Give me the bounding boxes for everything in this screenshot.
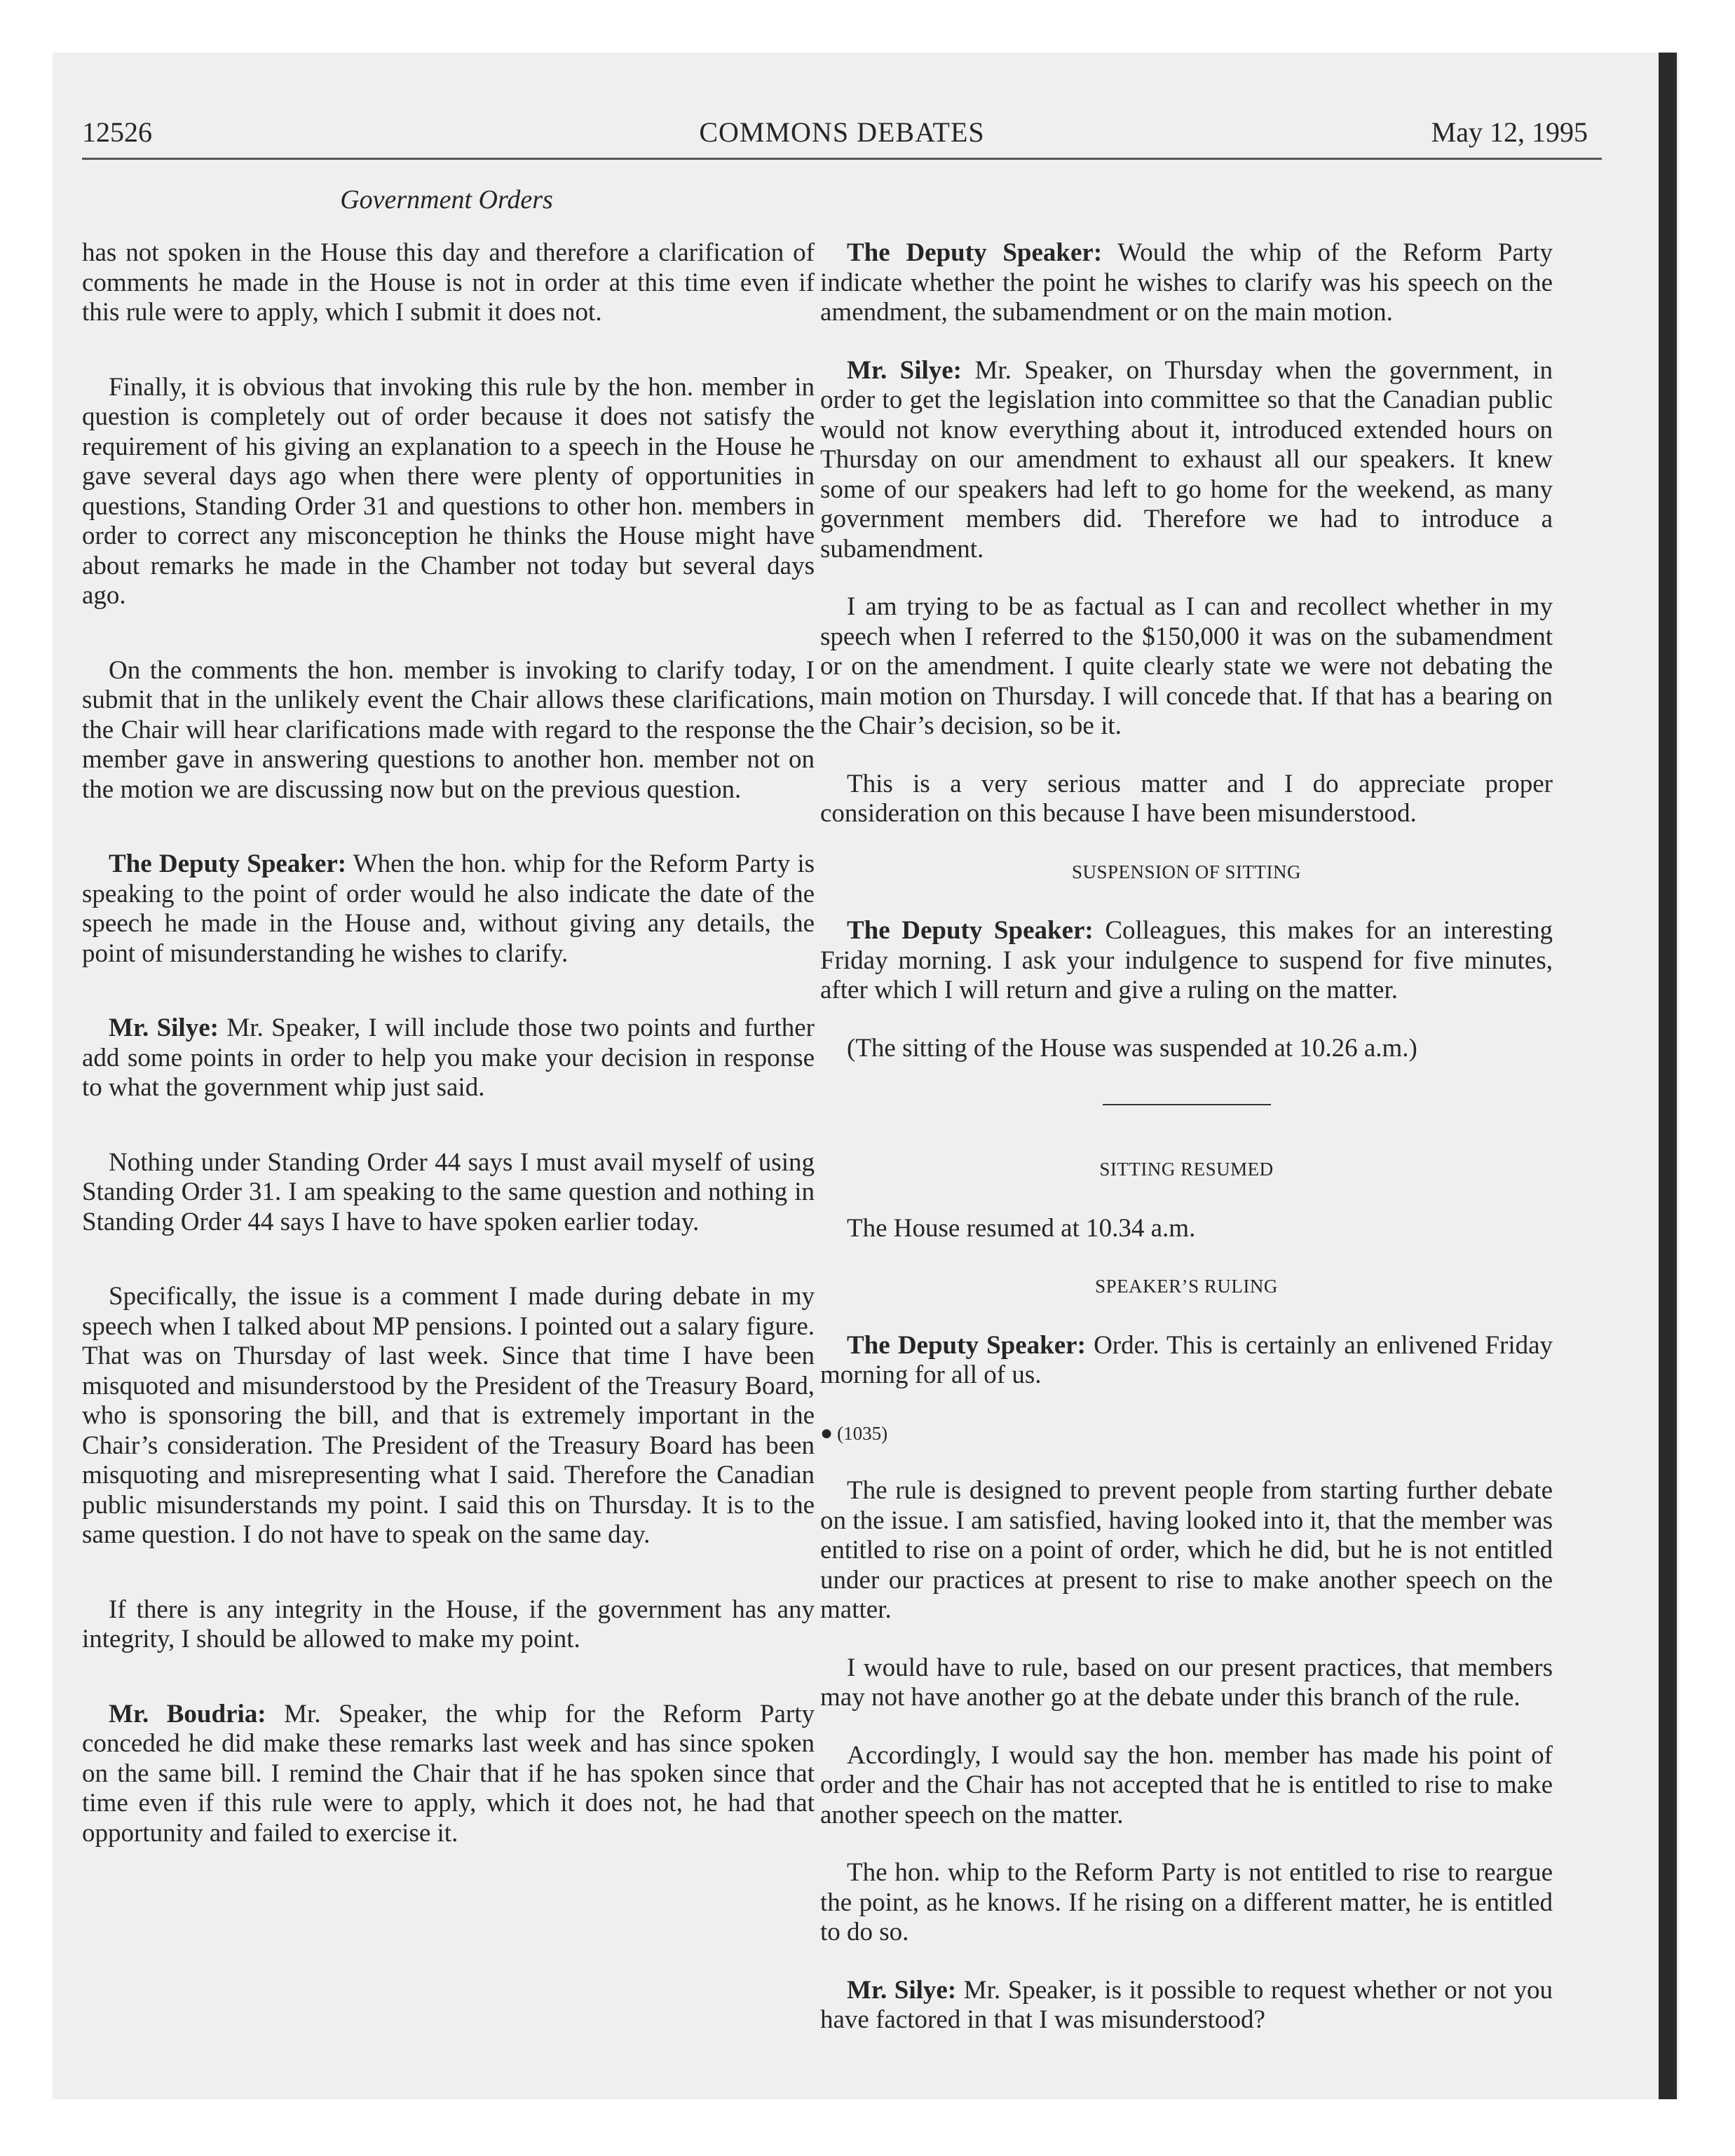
speaker-name: Mr. Silye:	[847, 355, 962, 385]
timestamp: ● (1035)	[820, 1421, 888, 1445]
paragraph: Accordingly, I would say the hon. member has made his point of order and the Chair has not accepted that he is entitled to rise to make another speech on the matter.	[820, 1740, 1553, 1829]
paragraph: On the comments the hon. member is invoking to clarify today, I submit that in the unlikely event the Chair allows these clarifications, the Chair will hear clarifications made with regard to the response the member gave in answering questions to another hon. member not on the motion we are discussing now but on the previous question.	[82, 655, 815, 804]
heading-sitting-resumed: SITTING RESUMED	[1099, 1159, 1274, 1180]
paragraph: The Deputy Speaker: Order. This is certainly an enlivened Friday morning for all of us.	[820, 1330, 1553, 1389]
scan-edge-bar	[1659, 53, 1677, 2099]
paragraph: I am trying to be as factual as I can and recollect whether in my speech when I referred to the $150,000 it was on the subamendment or on the amendment. I quite clearly state we were not debating the main motion on Thursday. I will concede that. If that has a bearing on the Chair’s decision, so be it.	[820, 592, 1553, 740]
speaker-name: The Deputy Speaker:	[847, 916, 1094, 945]
right-column	[820, 238, 1553, 2063]
speaker-name: The Deputy Speaker:	[109, 850, 347, 878]
publication-date: May 12, 1995	[1431, 116, 1588, 148]
heading-suspension-of-sitting: SUSPENSION OF SITTING	[1071, 861, 1302, 882]
paragraph: I would have to rule, based on our present practices, that members may not have another go at the debate under this branch of the rule.	[820, 1653, 1553, 1712]
heading-speakers-ruling: SPEAKER’S RULING	[1095, 1276, 1278, 1297]
paragraph: The Deputy Speaker: Would the whip of the Reform Party indicate whether the point he wishes to clarify was his speech on the amendment, the subamendment or on the main motion.	[820, 238, 1553, 327]
section-title: Government Orders	[340, 185, 553, 214]
paragraph: (The sitting of the House was suspended at 10.26 a.m.)	[847, 1033, 1417, 1063]
paragraph: The hon. whip to the Reform Party is not entitled to rise to reargue the point, as he knows. If he rising on a different matter, he is entitled to do so.	[820, 1858, 1553, 1946]
left-column	[82, 238, 815, 1893]
paragraph: The House resumed at 10.34 a.m.	[847, 1213, 1196, 1243]
section-divider	[1103, 1104, 1271, 1105]
paragraph: The rule is designed to prevent people from starting further debate on the issue. I am satisfied, having looked into it, that the member was entitled to rise on a point of order, which he did, but he is not entitled under our practices at present to rise to make another speech on the matter.	[820, 1476, 1553, 1624]
paragraph: Nothing under Standing Order 44 says I must avail myself of using Standing Order 31. I am speaking to the same question and nothing in Standing Order 44 says I have to have spoken earlier today.	[82, 1147, 815, 1236]
page-header	[82, 116, 1602, 160]
speaker-name: Mr. Silye:	[109, 1014, 219, 1042]
paragraph: The Deputy Speaker: Colleagues, this makes for an interesting Friday morning. I ask your indulgence to suspend for five minutes, after which I will return and give a ruling on the matter.	[820, 916, 1553, 1004]
speaker-name: The Deputy Speaker:	[847, 1330, 1086, 1360]
paragraph: If there is any integrity in the House, if the government has any integrity, I should be allowed to make my point.	[82, 1595, 815, 1653]
paragraph: This is a very serious matter and I do appreciate proper consideration on this because I have been misunderstood.	[820, 769, 1553, 828]
paragraph: has not spoken in the House this day and therefore a clarification of comments he made in the House is not in order at this time even if this rule were to apply, which I submit it does not.	[82, 238, 815, 327]
paragraph: Mr. Silye: Mr. Speaker, I will include those two points and further add some points in order to help you make your decision in response to what the government whip just said.	[82, 1014, 815, 1102]
bullet-icon: ●	[820, 1421, 834, 1445]
page-number: 12526	[82, 116, 152, 148]
paragraph: The Deputy Speaker: When the hon. whip for the Reform Party is speaking to the point of order would he also indicate the date of the speech he made in the House and, without giving any details, the point of misunderstanding he wishes to clarify.	[82, 850, 815, 968]
speaker-name: Mr. Boudria:	[109, 1699, 266, 1728]
speaker-name: The Deputy Speaker:	[847, 238, 1103, 267]
paragraph: Mr. Silye: Mr. Speaker, on Thursday when the government, in order to get the legislation into committee so that the Canadian public would not know everything about it, introduced extended hours on Thursday on our amendment to exhaust all our speakers. It knew some of our speakers had left to go home for the weekend, as many government members did. Therefore we had to introduce a subamendment.	[820, 355, 1553, 564]
paragraph: Mr. Boudria: Mr. Speaker, the whip for the Reform Party conceded he did make these remarks last week and has since spoken on the same bill. I remind the Chair that if he has spoken since that time even if this rule were to apply, which it does not, he had that opportunity and failed to exercise it.	[82, 1699, 815, 1848]
speaker-name: Mr. Silye:	[847, 1975, 957, 2005]
page-scan	[53, 53, 1679, 2099]
paragraph: Specifically, the issue is a comment I made during debate in my speech when I talked about MP pensions. I pointed out a salary figure. That was on Thursday of last week. Since that time I have been misquoted and misunderstood by the President of the Treasury Board, who is sponsoring the bill, and that is extremely important in the Chair’s consideration. The President of the Treasury Board has been misquoting and misrepresenting what I said. Therefore the Canadian public misunderstands my point. I said this on Thursday. It is to the same question. I do not have to speak on the same day.	[82, 1282, 815, 1549]
paragraph: Finally, it is obvious that invoking this rule by the hon. member in question is completely out of order because it does not satisfy the requirement of his giving an explanation to a speech in the House he gave several days ago when there were plenty of opportunities in questions, Standing Order 31 and questions to other hon. members in order to correct any misconception he thinks the House might have about remarks he made in the Chamber not today but several days ago.	[82, 372, 815, 610]
publication-title: COMMONS DEBATES	[699, 116, 985, 148]
paragraph: Mr. Silye: Mr. Speaker, is it possible to request whether or not you have factored in that I was misunderstood?	[820, 1975, 1553, 2034]
